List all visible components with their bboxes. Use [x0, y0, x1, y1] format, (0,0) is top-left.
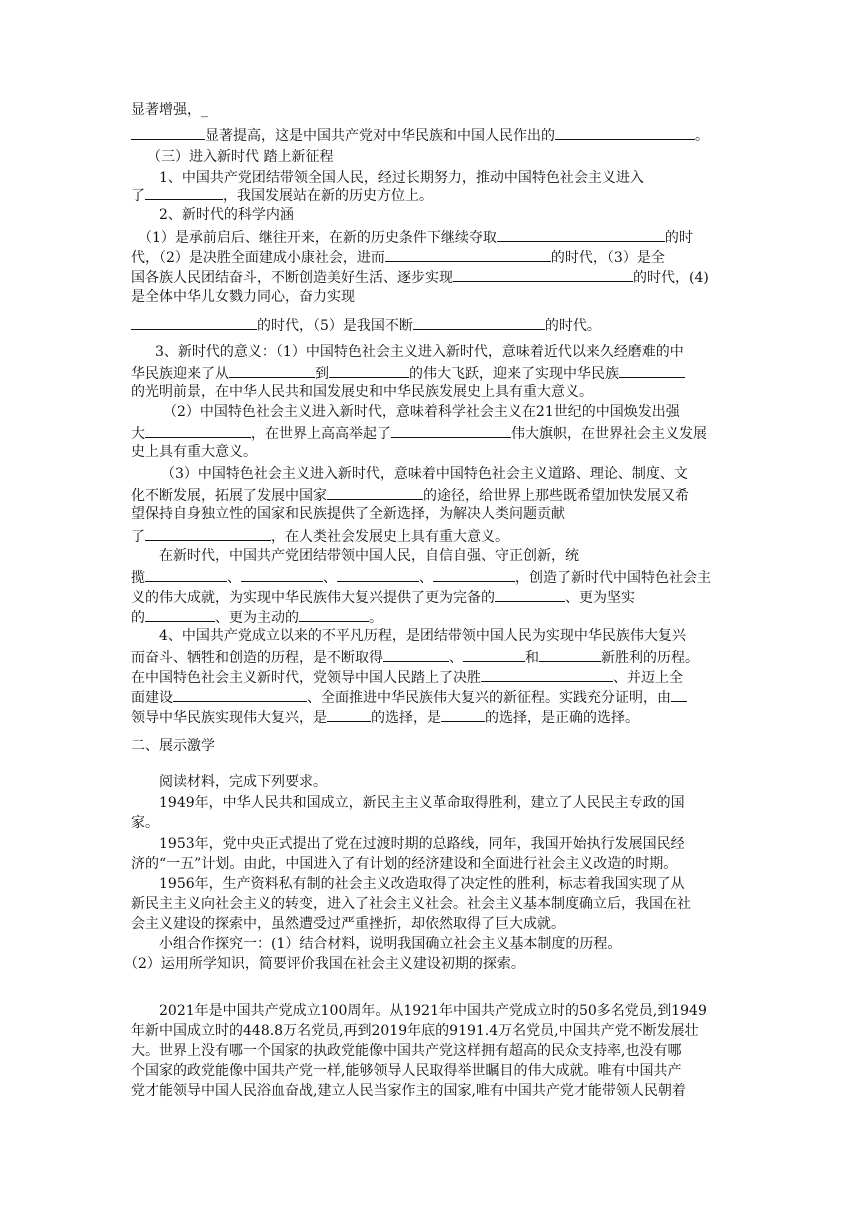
line: 2021年是中国共产党成立100周年。从1921年中国共产党成立时的50多名党员,到1949: [159, 1003, 707, 1019]
line: （3）中国特色社会主义进入新时代，意味着中国特色社会主义道路、理论、制度、文: [161, 466, 688, 482]
fill-blank[interactable]: [173, 686, 307, 702]
fill-blank[interactable]: [539, 646, 601, 662]
fill-blank[interactable]: [131, 314, 257, 330]
line: 代，（2）是决胜全面建成小康社会，进而 的时代，（3）是全: [131, 246, 665, 266]
line: 国各族人民团结奋斗，不断创造美好生活、逐步实现 的时代，(4): [131, 266, 709, 286]
line: 阅读材料，完成下列要求。: [159, 774, 327, 790]
line: 显著提高，这是中国共产党对中华民族和中国人民作出的 。: [131, 124, 709, 144]
line: 1、中国共产党团结带领全国人民，经过长期努力，推动中国特色社会主义进入: [159, 170, 644, 186]
fill-blank[interactable]: [433, 566, 515, 582]
fill-blank[interactable]: [131, 124, 205, 140]
line: 个国家的政党能像中国共产党一样,能够领导人民取得举世瞩目的伟大成就。唯有中国共产: [131, 1063, 682, 1079]
fill-blank[interactable]: [555, 124, 695, 140]
question: （2）运用所学知识，简要评价我国在社会主义建设初期的探索。: [124, 956, 525, 972]
line: 大。世界上没有哪一个国家的执政党能像中国共产党这样拥有超高的民众支持率,也没有哪: [131, 1043, 682, 1059]
fill-blank[interactable]: [463, 646, 525, 662]
fill-blank[interactable]: [413, 314, 545, 330]
fill-blank[interactable]: [497, 226, 665, 242]
line: 领导中华民族实现伟大复兴，是 的选择，是 的选择，是正确的选择。: [131, 706, 639, 726]
line: （2）中国特色社会主义进入新时代，意味着科学社会主义在21世纪的中国焕发出强: [163, 404, 680, 420]
line: 义的伟大成就，为实现中华民族伟大复兴提供了更为完备的 、更为坚实: [131, 586, 635, 606]
fill-blank[interactable]: [495, 586, 565, 602]
line: 3、新时代的意义：（1）中国特色社会主义进入新时代，意味着近代以来久经磨难的中: [155, 344, 684, 360]
fill-blank[interactable]: [145, 184, 223, 200]
line: 1953年，党中央正式提出了党在过渡时期的总路线，同年，我国开始执行发展国民经: [159, 836, 685, 852]
fill-blank[interactable]: [229, 362, 315, 378]
fill-blank[interactable]: [145, 606, 215, 622]
line: 揽 、 、 、 ，创造了新时代中国特色社会主: [131, 566, 711, 586]
fill-blank[interactable]: [327, 706, 371, 722]
fill-blank[interactable]: [391, 422, 511, 438]
fill-blank[interactable]: [329, 362, 409, 378]
line: 而奋斗、牺牲和创造的历程，是不断取得 、 和 新胜利的历程。: [131, 646, 699, 666]
fill-blank[interactable]: [385, 246, 551, 262]
line: 的光明前景，在中华人民共和国发展史和中华民族发展史上具有重大意义。: [131, 384, 593, 400]
line: 了 ，我国发展站在新的历史方位上。: [131, 184, 433, 204]
fill-blank[interactable]: [383, 646, 449, 662]
line: 济的“一五”计划。由此，中国进入了有计划的经济建设和全面进行社会主义改造的时期。: [131, 856, 678, 872]
fill-blank[interactable]: [145, 566, 227, 582]
line: 新民主主义向社会主义的转变，进入了社会主义社会。社会主义基本制度确立后，我国在社: [131, 896, 691, 912]
fill-blank[interactable]: [619, 362, 685, 378]
line: 是全体中华儿女戮力同心，奋力实现: [131, 289, 355, 305]
line: 大 ，在世界上高高举起了 伟大旗帜，在世界社会主义发展: [131, 422, 707, 442]
line: 显著增强，_: [131, 102, 208, 118]
fill-blank[interactable]: [453, 266, 633, 282]
section-heading: （三）进入新时代 踏上新征程: [147, 149, 334, 165]
line: 1956年，生产资料私有制的社会主义改造取得了决定性的胜利，标志着我国实现了从: [159, 876, 685, 892]
line: 4、中国共产党成立以来的不平凡历程，是团结带领中国人民为实现中华民族伟大复兴: [159, 628, 686, 644]
line: 在新时代，中国共产党团结带领中国人民，自信自强、守正创新，统: [159, 548, 579, 564]
fill-blank[interactable]: [337, 566, 419, 582]
line: 会主义建设的探索中，虽然遭受过严重挫折，却依然取得了巨大成就。: [131, 916, 565, 932]
fill-blank[interactable]: [671, 686, 687, 702]
fill-blank[interactable]: [481, 666, 613, 682]
line: 面建设 、全面推进中华民族伟大复兴的新征程。实践充分证明，由: [131, 686, 687, 706]
line: 化不断发展，拓展了发展中国家 的途径，给世界上那些既希望加快发展又希: [131, 484, 689, 504]
line: 史上具有重大意义。: [131, 444, 257, 460]
line: 的时代，（5）是我国不断 的时代。: [131, 314, 601, 334]
line: 2、新时代的科学内涵: [159, 207, 294, 223]
fill-blank[interactable]: [145, 525, 271, 541]
line: 了 ，在人类社会发展史上具有重大意义。: [131, 525, 509, 545]
fill-blank[interactable]: [299, 606, 369, 622]
line: 党才能领导中国人民浴血奋战,建立人民当家作主的国家,唯有中国共产党才能带领人民朝着: [131, 1083, 686, 1099]
line: 家。: [131, 815, 159, 831]
fill-blank[interactable]: [327, 484, 423, 500]
question: 小组合作探究一：(1）结合材料，说明我国确立社会主义基本制度的历程。: [159, 936, 622, 952]
line: 在中国特色社会主义新时代，党领导中国人民踏上了决胜 、并迈上全: [131, 666, 683, 686]
fill-blank[interactable]: [241, 566, 323, 582]
line: 1949年，中华人民共和国成立，新民主主义革命取得胜利，建立了人民民主专政的国: [159, 795, 685, 811]
line: 望保持自身独立性的国家和民族提供了全新选择，为解决人类问题贡献: [131, 506, 565, 522]
fill-blank[interactable]: [145, 422, 251, 438]
line: （1）是承前启后、继往开来，在新的历史条件下继续夺取 的时: [138, 226, 693, 246]
line: 年新中国成立时的448.8万名党员,再到2019年底的9191.4万名党员,中国共产党不断发展壮: [131, 1023, 699, 1039]
line: 华民族迎来了从 到 的伟大飞跃，迎来了实现中华民族: [131, 362, 685, 382]
section-heading: 二、展示激学: [131, 738, 215, 754]
fill-blank[interactable]: [441, 706, 485, 722]
line: 的 、更为主动的 。: [131, 606, 383, 626]
